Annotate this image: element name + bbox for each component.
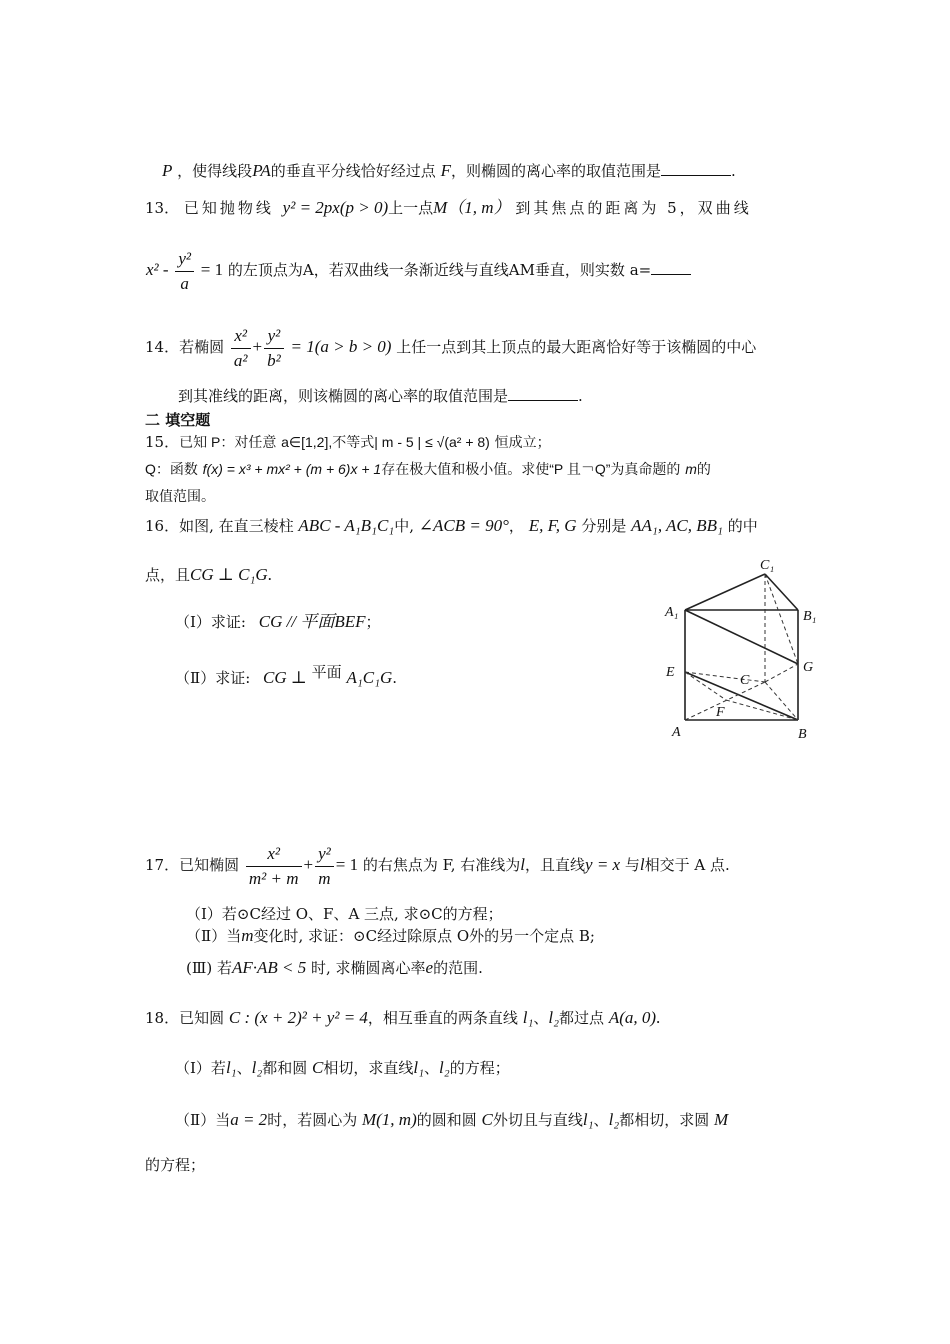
text: ； [365, 613, 381, 631]
text: 上一点 [388, 199, 434, 217]
text: 取值范围。 [145, 488, 215, 504]
math-text: x² - [146, 260, 169, 279]
math-point-M: M（1, m） [433, 198, 511, 217]
math-parabola: y² = 2px(p > 0) [282, 198, 389, 217]
math-prism: ABC - A₁B₁C₁ [298, 516, 395, 535]
math-plane: A₁C₁G [346, 668, 393, 687]
math-l1: l₁ [522, 1008, 534, 1027]
fraction: $\frac{\text{x²}}{\text{m² + m}}$ [246, 844, 302, 889]
question-number: 18． [145, 1009, 180, 1027]
math-point-A: A(a, 0) [608, 1008, 657, 1027]
math-P: P [162, 161, 173, 180]
fraction: $\frac{\text{y²}}{a}$ [175, 249, 194, 294]
answer-blank [651, 273, 691, 275]
math-PA: PA [252, 161, 271, 180]
fraction: $\frac{\text{y²}}{\text{b²}}$ [264, 326, 284, 371]
question-16 [145, 516, 758, 536]
question-13-line2 [146, 248, 691, 294]
text: 如图, 在直三棱柱 [179, 517, 294, 535]
text: 平面 [311, 663, 342, 681]
math-l: l [639, 855, 645, 874]
math-l1: l₁ [582, 1110, 594, 1129]
question-18: 18．已知圆 C : (x + 2)² + y² = 4，相互垂直的两条直线 l₁、l₂都过点 A(a, 0). [145, 1008, 661, 1027]
text: 、 [533, 1009, 549, 1027]
text: 相交于 A 点. [644, 856, 730, 874]
text: 已知椭圆 [179, 856, 240, 874]
label-B1: B₁ [803, 609, 817, 624]
label-A: A [672, 725, 681, 740]
math-C: C [481, 1110, 493, 1129]
math-function: f(x) = x³ + mx² + (m + 6)x + 1 [202, 461, 382, 477]
text: 、 [424, 1059, 440, 1077]
text: ，则椭圆的离心率的取值范围是 [450, 162, 661, 180]
text: 的方程； [145, 1156, 206, 1174]
math-circle: C : (x + 2)² + y² = 4 [228, 1008, 368, 1027]
question-18-part-2 [175, 1110, 728, 1130]
text: 时, 求椭圆离心率 [311, 959, 426, 977]
text: 与 [624, 856, 640, 874]
math-line: y = x [585, 855, 621, 874]
math-perp: CG ⊥ [263, 668, 307, 687]
label-C: C [740, 673, 750, 688]
text: 变化时, 求证：⊙C经过除原点 O外的另一个定点 B; [253, 927, 595, 945]
text: . [730, 162, 736, 180]
text: 都过点 [559, 1009, 605, 1027]
math-l1: l₁ [413, 1058, 425, 1077]
math-text: a∈[1,2], [281, 434, 333, 450]
question-17-part-1 [186, 904, 503, 924]
text: 相切，求直线 [323, 1059, 414, 1077]
part-label: （Ⅰ）若 [175, 1059, 226, 1077]
text: 已知抛物线 [183, 199, 274, 217]
math-M: M [714, 1110, 729, 1129]
text: 的右焦点为 F, 右准线为 [362, 856, 521, 874]
text: . [392, 669, 398, 687]
part-label: （Ⅱ）求证: [175, 669, 251, 687]
text: Q：函数 [145, 461, 198, 477]
label-C1: C₁ [760, 558, 775, 573]
text: ，且直线 [525, 856, 586, 874]
prism-diagram [660, 552, 830, 752]
question-number: 14． [145, 338, 180, 356]
math-l2: l₂ [548, 1008, 560, 1027]
answer-blank [508, 399, 578, 401]
math-l2: l₂ [439, 1058, 450, 1077]
question-15-line2 [145, 459, 711, 479]
text: 时，若圆心为 [267, 1111, 358, 1129]
answer-blank [661, 174, 731, 176]
math-l2: l₂ [251, 1058, 263, 1077]
question-number: 16． [145, 517, 180, 535]
math-l: l [520, 855, 526, 874]
math-points: E, F, G [528, 516, 577, 535]
text: （Ⅰ）若⊙C经过 O、F、A 三点, 求⊙C的方程； [186, 905, 503, 923]
label-B: B [798, 727, 807, 742]
fraction: $\frac{\text{x²}}{\text{a²}}$ [231, 326, 251, 371]
text: 的范围. [433, 959, 483, 977]
text: 点，且 [145, 566, 191, 584]
text: (Ⅲ) 若 [186, 959, 232, 977]
text: ， [508, 517, 524, 535]
question-18-line3 [145, 1155, 205, 1175]
math-angle: ∠ACB = 90° [418, 516, 509, 535]
text: 上任一点到其上顶点的最大距离恰好等于该椭圆的中心 [396, 338, 757, 356]
text: 的垂直平分线恰好经过点 [270, 162, 436, 180]
text: . [578, 387, 583, 405]
math-C: C [312, 1058, 324, 1077]
question-18-part-1 [175, 1058, 510, 1078]
question-17 [145, 843, 730, 889]
math-l1: l₁ [225, 1058, 237, 1077]
text: 的 [696, 461, 711, 477]
text: 若椭圆 [179, 338, 225, 356]
text: ，使得线段 [177, 162, 253, 180]
prism-figure [660, 552, 830, 752]
question-14 [145, 325, 756, 371]
question-15 [145, 432, 551, 452]
text: 中, [394, 517, 415, 535]
math-text: + [252, 337, 263, 356]
math-text: = 1 [200, 260, 224, 279]
text: 不等式 [332, 434, 375, 450]
math-segments: AA₁, AC, BB₁ [631, 516, 723, 535]
text: 的方程； [449, 1059, 510, 1077]
part-label: （Ⅱ）当 [175, 1111, 231, 1129]
math-F: F [440, 161, 451, 180]
text: 存在极大值和极小值。求使“P 且￢Q”为真命题的 [381, 461, 681, 477]
math-text: = 1 [335, 855, 359, 874]
math-text: + [303, 855, 314, 874]
text: 的圆和圆 [416, 1111, 477, 1129]
text: 的左顶点为A，若双曲线一条渐近线与直线AM垂直，则实数 a= [227, 261, 652, 279]
math-m: m [685, 461, 697, 477]
question-14-line2 [178, 386, 583, 406]
math-l2: l₂ [608, 1110, 620, 1129]
part-label: （Ⅰ）求证: [175, 613, 246, 631]
text: 恒成立； [494, 434, 551, 450]
question-15-line3 [145, 486, 215, 506]
text: 、 [593, 1111, 609, 1129]
fraction: $\frac{\text{y²}}{m}$ [315, 844, 334, 889]
question-16-part-2 [175, 662, 397, 688]
math-perp: CG ⊥ C₁G [190, 565, 268, 584]
question-16-part-1 [175, 612, 381, 632]
question-16-line2: 点，且CG ⊥ C₁G. [145, 565, 272, 584]
question-13 [145, 198, 752, 218]
section-heading: 二 填空题 [145, 411, 211, 429]
text: 都相切，求圆 [619, 1111, 710, 1129]
math-center-M: M(1, m) [361, 1110, 417, 1129]
text: 已知圆 [179, 1009, 225, 1027]
math-a-equals: a = 2 [230, 1110, 268, 1129]
text: ，相互垂直的两条直线 [367, 1009, 518, 1027]
math-dot-product: AF·AB < 5 [231, 958, 307, 977]
math-parallel: CG // 平面BEF [258, 612, 366, 631]
question-number: 13． [145, 199, 180, 217]
question-17-part-2 [186, 926, 595, 946]
label-E: E [666, 665, 675, 680]
label-F: F [716, 705, 725, 720]
math-inequality: | m - 5 | ≤ √(a² + 8) [374, 434, 490, 450]
label-A1: A₁ [665, 605, 679, 620]
text: 到其焦点的距离为 5，双曲线 [515, 199, 752, 217]
text: 外切且与直线 [492, 1111, 583, 1129]
math-e: e [425, 958, 434, 977]
label-G: G [803, 660, 814, 675]
math-text: = 1(a > b > 0) [290, 337, 392, 356]
text: （Ⅱ）当 [186, 927, 242, 945]
text: 、 [236, 1059, 252, 1077]
text: 都和圆 [262, 1059, 308, 1077]
question-number: 15． [145, 433, 180, 451]
text: 到其准线的距离，则该椭圆的离心率的取值范围是 [178, 387, 509, 405]
math-m: m [241, 926, 254, 945]
text: 已知 P：对任意 [179, 434, 277, 450]
text: 分别是 [581, 517, 627, 535]
text: 的中 [727, 517, 758, 535]
question-number: 17． [145, 856, 180, 874]
question-17-part-3 [186, 958, 483, 978]
